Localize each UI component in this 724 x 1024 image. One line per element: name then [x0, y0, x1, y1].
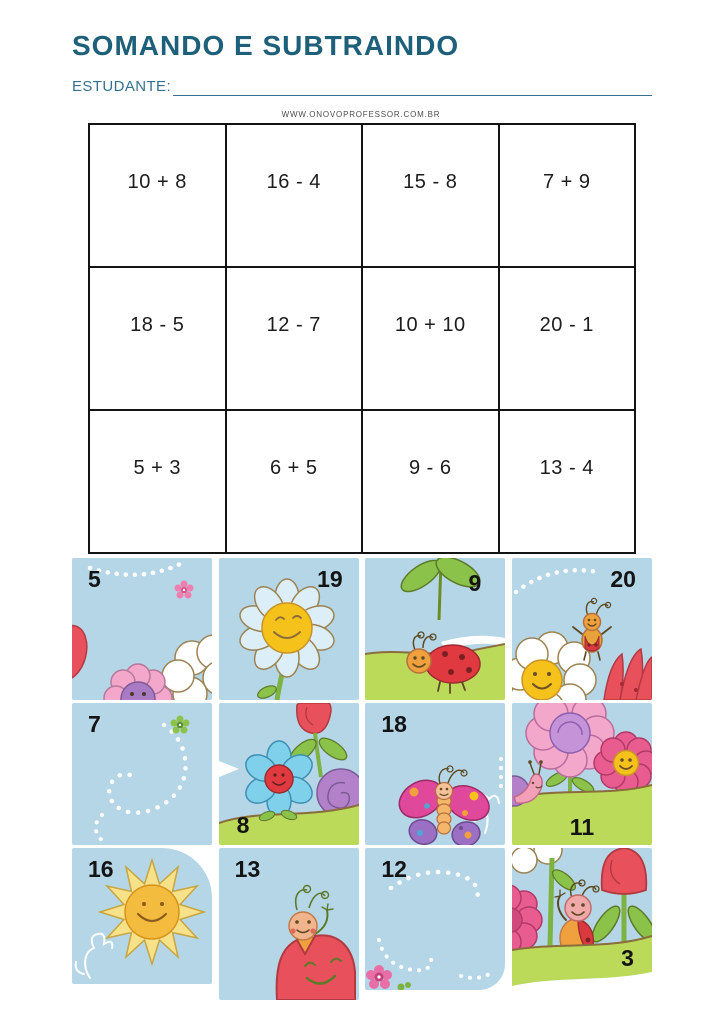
answer-number: 11 [569, 814, 595, 840]
problem-cell: 5 + 3 [89, 410, 226, 553]
answer-number: 12 [381, 856, 407, 882]
problems-grid [88, 123, 636, 554]
answer-number: 16 [88, 856, 114, 882]
pink-flower-smiling [104, 664, 172, 700]
student-name-row [72, 74, 652, 96]
website-url: WWW.ONOVOPROFESSOR.COM.BR [281, 110, 441, 119]
answer-tile [219, 703, 359, 845]
butterfly [393, 766, 495, 845]
white-sketch-flower [76, 934, 113, 978]
answer-tile [219, 558, 359, 700]
answer-tile [219, 848, 359, 1000]
answer-number: 9 [468, 570, 482, 596]
problem-cell: 15 - 8 [362, 124, 499, 267]
student-name-blank[interactable] [173, 79, 652, 96]
problem-cell: 6 + 5 [226, 410, 363, 553]
answer-tile [512, 848, 652, 988]
answer-tile [365, 848, 505, 990]
answer-tile [72, 848, 212, 984]
answer-number: 5 [88, 566, 101, 592]
answer-number: 8 [236, 812, 250, 838]
small-green-flower [171, 716, 190, 734]
small-pink-flower [366, 965, 392, 989]
answer-tile [72, 703, 212, 845]
answer-number: 20 [610, 566, 636, 592]
student-label: ESTUDANTE: [72, 78, 172, 95]
problem-cell: 7 + 9 [499, 124, 636, 267]
answer-tile [365, 558, 505, 700]
answer-tile [365, 703, 505, 845]
answer-number: 3 [621, 945, 634, 971]
problem-cell: 10 + 8 [89, 124, 226, 267]
problem-cell: 18 - 5 [89, 267, 226, 410]
problem-cell: 20 - 1 [499, 267, 636, 410]
red-tulip [602, 848, 647, 894]
answer-tile [72, 558, 212, 700]
problem-cell: 10 + 10 [362, 267, 499, 410]
smiling-tulip [276, 935, 354, 1000]
page-title: SOMANDO E SUBTRAINDO [72, 30, 460, 61]
answer-tile [512, 703, 652, 845]
answer-number: 18 [381, 711, 407, 737]
answer-number: 7 [88, 711, 101, 737]
answer-number: 19 [317, 566, 343, 592]
problem-cell: 9 - 6 [362, 410, 499, 553]
problem-cell: 13 - 4 [499, 410, 636, 553]
white-flower-partial [512, 848, 562, 873]
problem-cell: 16 - 4 [226, 124, 363, 267]
answer-tile [512, 558, 652, 700]
red-flower-petals [604, 649, 652, 700]
problem-cell: 12 - 7 [226, 267, 363, 410]
answer-tiles-grid [72, 558, 652, 1000]
small-pink-flower [175, 581, 194, 599]
ladybug-on-grass-illustration [365, 558, 505, 700]
answer-number: 13 [234, 856, 261, 882]
